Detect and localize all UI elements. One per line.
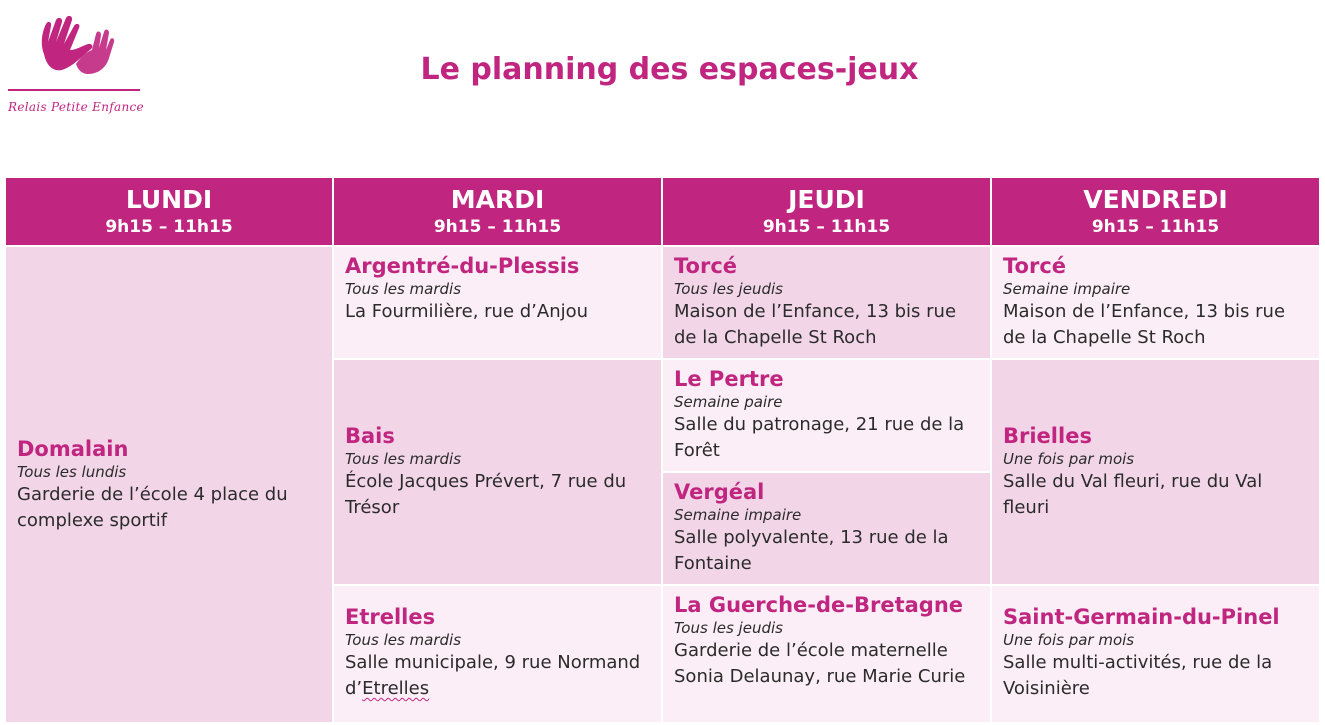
place-name: Le Pertre: [674, 367, 784, 391]
place-name: La Guerche-de-Bretagne: [674, 593, 964, 617]
header-vendredi: [992, 178, 1319, 245]
day-label: JEUDI: [788, 185, 865, 214]
address-text: Salle municipale, 9 rue Normand d’: [345, 652, 641, 699]
day-label: VENDREDI: [1083, 185, 1228, 214]
cell-jeudi-vergeal: [663, 473, 990, 584]
address: Salle polyvalente, 13 rue de la Fontaine: [674, 527, 949, 574]
header-lundi: [6, 178, 332, 245]
place-name: Etrelles: [345, 605, 436, 629]
frequency: Semaine impaire: [674, 506, 802, 524]
place-name: Bais: [345, 424, 395, 448]
address: Salle du Val fleuri, rue du Val fleuri: [1003, 471, 1263, 518]
logo-divider: [8, 89, 140, 91]
frequency: Une fois par mois: [1003, 631, 1135, 649]
cell-mardi-bais: [334, 360, 661, 584]
frequency: Une fois par mois: [1003, 450, 1135, 468]
frequency: Tous les jeudis: [674, 280, 783, 298]
frequency: Tous les mardis: [345, 631, 462, 649]
cell-mardi-argentre: [334, 247, 661, 358]
address: [345, 650, 651, 702]
address: Garderie de l’école maternelle Sonia Delaunay, rue Marie Curie: [674, 640, 966, 687]
address: Maison de l’Enfance, 13 bis rue de la Chapelle St Roch: [674, 301, 957, 348]
frequency: Tous les lundis: [17, 462, 127, 481]
frequency: Tous les jeudis: [674, 619, 783, 637]
header-mardi: [334, 178, 661, 245]
place-name: Argentré-du-Plessis: [345, 254, 580, 278]
cell-mardi-etrelles: [334, 586, 661, 722]
address-text-tail: Etrelles: [362, 678, 430, 699]
cell-jeudi-la-guerche: [663, 586, 990, 722]
time-label: 9h15 – 11h15: [1091, 217, 1220, 237]
frequency: Tous les mardis: [345, 280, 462, 298]
cell-jeudi-torce: [663, 247, 990, 358]
place-name: Domalain: [17, 436, 129, 461]
cell-vendredi-brielles: [992, 360, 1319, 584]
day-label: LUNDI: [125, 185, 213, 214]
header-jeudi: [663, 178, 990, 245]
time-label: 9h15 – 11h15: [762, 217, 891, 237]
logo-text: Relais Petite Enfance: [8, 100, 144, 114]
address: Garderie de l’école 4 place du complexe sportif: [17, 483, 288, 531]
cell-lundi-domalain: [6, 247, 332, 722]
place-name: Brielles: [1003, 424, 1092, 448]
time-label: 9h15 – 11h15: [105, 217, 233, 237]
place-name: Vergéal: [674, 480, 765, 504]
address: La Fourmilière, rue d’Anjou: [345, 301, 589, 322]
frequency: Semaine paire: [674, 393, 783, 411]
place-name: Saint-Germain-du-Pinel: [1003, 605, 1280, 629]
time-label: 9h15 – 11h15: [433, 217, 562, 237]
cell-jeudi-le-pertre: [663, 360, 990, 471]
address: Maison de l’Enfance, 13 bis rue de la Chapelle St Roch: [1003, 301, 1286, 348]
day-label: MARDI: [450, 185, 545, 214]
address: École Jacques Prévert, 7 rue du Trésor: [345, 471, 627, 518]
frequency: Semaine impaire: [1003, 280, 1131, 298]
page-title: Le planning des espaces-jeux: [420, 52, 919, 87]
cell-vendredi-saint-germain: [992, 586, 1319, 722]
address: Salle multi-activités, rue de la Voisinière: [1003, 652, 1273, 699]
place-name: Torcé: [674, 254, 738, 278]
place-name: Torcé: [1003, 254, 1067, 278]
schedule-table: [6, 178, 1317, 718]
cell-vendredi-torce: [992, 247, 1319, 358]
frequency: Tous les mardis: [345, 450, 462, 468]
address: Salle du patronage, 21 rue de la Forêt: [674, 414, 965, 461]
